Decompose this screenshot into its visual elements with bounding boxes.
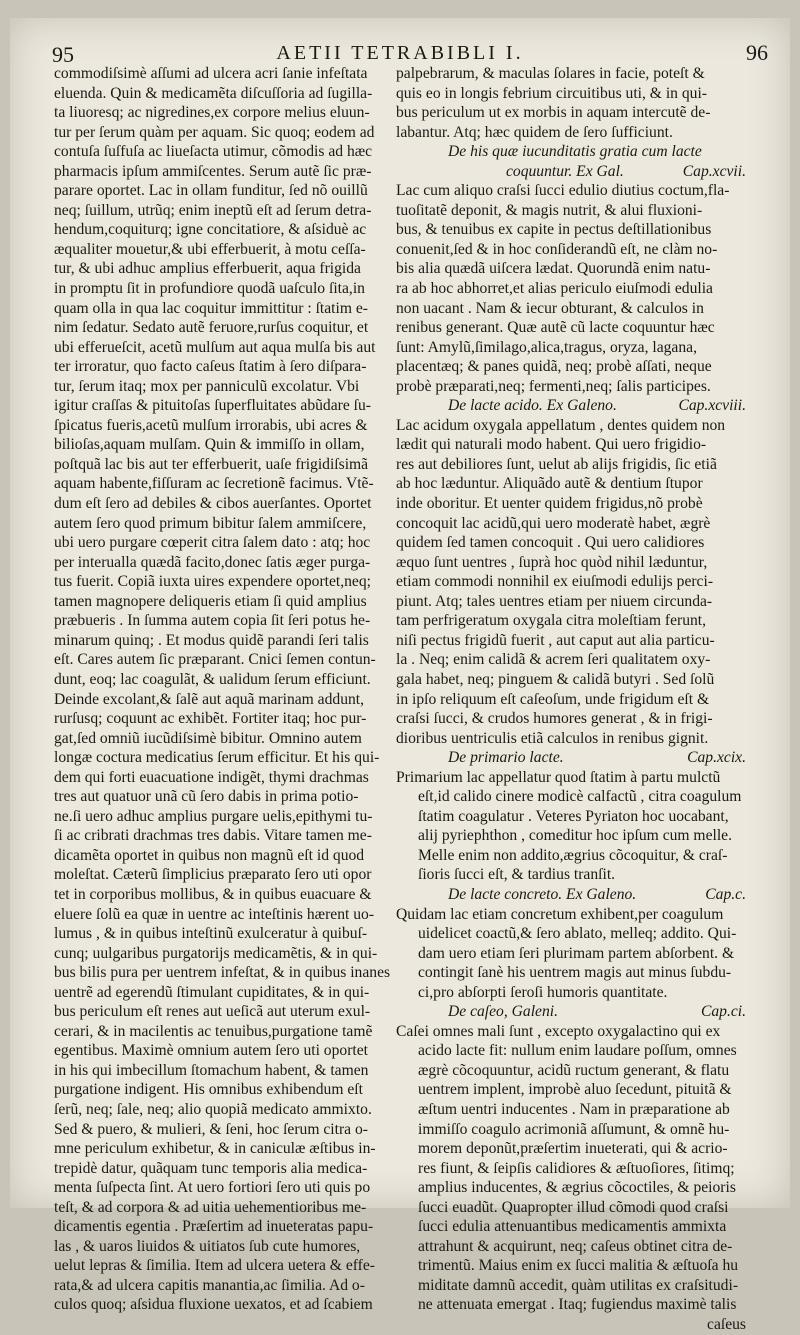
text-line: autem ſero quod primum bibitur ſalem ammiſcere, <box>54 514 367 532</box>
chapter-number: Cap.xcix. <box>687 749 746 767</box>
text-line: uentrẽ ad egerendũ ſtimulant cupiditates, & in qui- <box>54 983 370 1001</box>
text-line: attrahunt & acquirunt, neq; caſeus obtinet citra de- <box>418 1237 733 1255</box>
text-line: quidem ſed tamen concoquit . Qui uero calidiores <box>396 534 705 552</box>
text-line: tur, & ubi adhuc amplius efferbuerit, aqua frigida <box>54 260 361 278</box>
text-line: menta ſuſpecta ſint. At uero fortiori ſero uti quis po <box>54 1179 371 1197</box>
text-line: poſtquã lac bis aut ter efferbuerit, uaſe frigidiſsimã <box>54 455 369 473</box>
text-line: morem deponũt,præſertim inueterati, qui & acrio- <box>418 1140 728 1158</box>
text-line: uidelicet coactũ,& ſero ablato, melleq; addito. Qui- <box>418 925 737 943</box>
text-line: tet in corporibus mollibus, & in quibus euacuare & <box>54 885 372 903</box>
text-line: commodiſsimè aſſumi ad ulcera acri ſanie infeſtata <box>54 65 368 82</box>
text-line: non uacant . Nam & iecur obturant, & calculos in <box>396 299 704 317</box>
text-line: dicamẽta oportet in quibus non magnũ eſt id quod <box>54 846 365 864</box>
text-line: per interualla quædã facito,donec ſatis æger purga- <box>54 553 371 571</box>
text-line: culos quoq; aſsidua fluxione uexatos, et ad ſcabiem <box>54 1296 373 1314</box>
text-line: Primarium lac appellatur quod ſtatim à partu mulctũ <box>396 768 721 786</box>
chapter-title: coquuntur. Ex Gal. <box>506 162 624 180</box>
text-line: ægrè cõcoquuntur, acidũ ructum generant, & flatu <box>418 1061 730 1079</box>
text-line: alij pyriephthon , comeditur hoc ipſum cum melle. <box>418 827 732 845</box>
text-line: mne periculum exhibetur, & in caniculæ æſtibus in- <box>54 1140 376 1158</box>
text-line: ter irroratur, quo facto caſeus ſtatim à ſero diſpara- <box>54 358 367 376</box>
chapter-title: De primario lacte. <box>448 749 564 767</box>
text-line: dioribus uentriculis etiã calculos in renibus gignit. <box>396 729 709 747</box>
text-line: las , & uaros liuidos & uitiatos ſub cute humores, <box>54 1237 361 1255</box>
text-line: uelut lepras & ſimilia. Item ad ulcera uetera & effe- <box>54 1257 375 1275</box>
text-line: in ipſo reliquum eſt caſeoſum, unde frigidum eſt & <box>396 690 710 708</box>
text-line: etiam commodi nonnihil ex eiuſmodi edulijs perci- <box>396 573 714 591</box>
text-line: tur per ſerum quàm per aquam. Sic quoq; eodem ad <box>54 123 375 141</box>
text-line: tuoſitatẽ deponit, & magis nutrit, & alui fluxioni- <box>396 201 703 219</box>
text-line: ne.ſi uero adhuc amplius purgare uelis,epithymi tu- <box>54 807 373 825</box>
text-line: tres aut quatuor unã cũ ſero dabis in prima potio- <box>54 788 359 806</box>
text-line: lumus , & in quibus inteſtinũ exulceratur à quibuſ- <box>54 925 368 943</box>
running-title: AETII TETRABIBLI I. <box>276 42 524 64</box>
text-line: parare oportet. Lac in ollam funditur, ſed nõ ouillũ <box>54 182 368 200</box>
text-line: præbueris . In ſumma autem copia ſit ſeri potus he- <box>54 612 371 630</box>
text-line: cerari, & in macilentis ac tenuibus,purgatione tamẽ <box>54 1022 373 1040</box>
text-line: uentrem implent, improbè aluo ſecedunt, pituitã & <box>418 1081 732 1099</box>
chapter-heading <box>396 142 746 162</box>
text-line: piunt. Atq; tales uentres etiam per niuem circunda- <box>396 592 713 610</box>
text-line: eſt,id calido cinere modicè calfactũ , citra coagulum <box>418 788 742 806</box>
chapter-heading <box>396 1002 746 1022</box>
catchword: caſeus <box>707 1316 746 1333</box>
text-line: contuſa ſuſfuſa ac liueſacta utimur, cõmodis ad hæc <box>54 143 373 161</box>
text-line: quis eo in longis febrium circuitibus uti, & in qui- <box>396 84 707 102</box>
text-line: rata,& ad ulcera capitis manantia,ac ſimilia. Ad o- <box>54 1276 365 1294</box>
text-line: bis alia quædã uiſcera lædat. Quorundã enim natu- <box>396 260 711 278</box>
text-line: Sed & puero, & mulieri, & ſeni, hoc ſerum citra o- <box>54 1120 368 1138</box>
text-line: ſtatim coagulatur . Veteres Pyriaton hoc uocabant, <box>418 807 729 825</box>
text-line: ſerũ, neq; ſale, neq; alio quopiã medicato ammixto. <box>54 1100 372 1118</box>
chapter-number: Cap.c. <box>705 885 746 903</box>
text-line: hendum,coquiturq; igne concitatiore, & aſsiduè ac <box>54 221 367 239</box>
text-line: Caſei omnes mali ſunt , excepto oxygalactino qui ex <box>396 1022 721 1040</box>
text-line: res fiunt, & ſeipſis calidiores & æſtuoſiores, ſitimq; <box>418 1159 735 1177</box>
text-line: amplius inducentes, & ægrius cõcoctiles, & peioris <box>418 1179 736 1197</box>
text-line: dum eſt ſero ad debiles & cibos auerſantes. Oportet <box>54 495 372 513</box>
text-line: Lac cum aliquo craſsi ſucci edulio diutius coctum,fla- <box>396 182 730 200</box>
text-line: inde oboritur. Et uenter quidem frigidus,nõ probè <box>396 495 703 513</box>
text-line: Melle enim non addito,ægrius cõcoquitur, & craſ- <box>418 846 728 864</box>
text-line: ſucci edulia attenuantibus medicamentis ammixta <box>418 1218 727 1236</box>
chapter-title: De lacte acido. Ex Galeno. <box>448 397 617 415</box>
text-line: in promptu ſit in profundiore quodã uaſculo ſita,in <box>54 280 365 298</box>
chapter-heading <box>396 885 746 905</box>
text-line: miditate damnũ accedit, quàm utilitas ex craſsitudi- <box>418 1276 739 1294</box>
text-line: niſi pectus frigidũ fuerit , aut caput aut alia particu- <box>396 631 715 649</box>
text-line: Deinde excolant,& ſalẽ aut aquã marinam addunt, <box>54 690 365 708</box>
page-number-left: 95 <box>52 42 74 67</box>
right-text-column <box>396 64 746 1335</box>
text-line: rurſusq; coquunt ac exhibẽt. Fortiter itaq; hoc pur- <box>54 710 367 728</box>
text-line: cunq; uulgaribus purgatorijs medicamẽtis, & in qui- <box>54 944 378 962</box>
text-line: ne attenuata emergat . Itaq; fugiendus maximè talis <box>418 1296 737 1314</box>
chapter-heading <box>396 396 746 416</box>
text-line: ſunt: Amylũ,ſimilago,alica,tragus, oryza, lagana, <box>396 338 697 356</box>
text-line: tamen magnopere deliqueris etiam ſi quid amplius <box>54 592 367 610</box>
text-line: aquam habente,fiſſuram ac ſecretionẽ facimus. Vtẽ- <box>54 475 374 493</box>
text-line: pharmacis ipſum ammiſcentes. Serum autẽ ſic præ- <box>54 162 372 180</box>
chapter-title: De his quæ iucunditatis gratia cum lacte <box>448 143 702 161</box>
text-line: purgatione indigent. His omnibus exhibendum eſt <box>54 1081 363 1099</box>
chapter-heading <box>396 748 746 768</box>
text-line: ta liuoresq; ac nigredines,ex corpore melius eluun- <box>54 104 370 122</box>
text-line: lædit qui naturali modo habent. Qui uero frigidio- <box>396 436 707 454</box>
left-text-column <box>54 64 404 1315</box>
text-line: labantur. Atq; hæc quidem de ſero ſufficiunt. <box>396 123 673 141</box>
text-line: dam uero etiam ſeri plurimam partem abſorbent. & <box>418 944 735 962</box>
text-line: tam perfrigeratum oxygala citra moleſtiam ferunt, <box>396 612 707 630</box>
text-line: minarum quinq; . Et modus quidẽ parandi ſeri talis <box>54 631 369 649</box>
text-line: ra ab hoc abhorret,et alias periculo eiuſmodi edulia <box>396 280 713 298</box>
text-line: eluere ſolũ ea quæ in uentre ac inteſtinis hærent uo- <box>54 905 375 923</box>
text-line: egentibus. Maximè omnium autem ſero uti oportet <box>54 1042 368 1060</box>
text-line: bus periculum eſt renes aut ueſicã aut uterum exul- <box>54 1003 371 1021</box>
text-line: dicamentis egentia . Præſertim ad inueteratas papu- <box>54 1218 374 1236</box>
chapter-heading <box>396 162 746 182</box>
chapter-number: Cap.ci. <box>700 1003 746 1021</box>
chapter-number: Cap.xcvii. <box>682 162 746 180</box>
text-line: conuenit,ſed & in hoc conſiderandũ eſt, ne clàm no- <box>396 240 718 258</box>
chapter-number: Cap.xcviii. <box>678 397 746 415</box>
text-line: gat,ſed omniũ iucũdiſsimè bibitur. Omnino autem <box>54 729 362 747</box>
text-line: dunt, eoq; lac coagulãt, & ualidum ſerum efficiunt. <box>54 670 371 688</box>
page-number-right: 96 <box>746 40 768 65</box>
text-line: contingit ſanè his uentrem magis aut minus ſubdu- <box>418 964 732 982</box>
text-line: immiſſo coagulo acrimoniã aſſumunt, & omnẽ hu- <box>418 1120 730 1138</box>
text-line: æqualiter mouetur,& ubi efferbuerit, à motu ceſſa- <box>54 240 366 258</box>
text-line: moleſtat. Cæterũ ſimplicius præparato ſero uti opor <box>54 866 372 884</box>
text-line: palpebrarum, & maculas ſolares in facie, poteſt & <box>396 65 705 82</box>
text-line: ſucci euadũt. Quapropter illud cõmodi quod craſsi <box>418 1198 729 1216</box>
text-line: bus bilis pura per uentrem infeſtat, & in quibus inanes <box>54 964 391 982</box>
text-line: ubi uero purgare cœperit citra ſalem dato : atq; hoc <box>54 534 371 552</box>
text-line: ſpicatus fueris,acetũ mulſum irrorabis, ubi acres & <box>54 416 368 434</box>
text-line: gala habet, neq; pinguem & calidã butyri . Sed ſolũ <box>396 670 715 688</box>
text-line: æquo ſunt uentres , ſuprà hoc quòd nihil læduntur, <box>396 553 708 571</box>
text-line: eluenda. Quin & medicamẽta diſcuſſoria ad ſugilla- <box>54 84 373 102</box>
text-line: quam olla in qua lac coquitur immittitur : ſtatim e- <box>54 299 368 317</box>
text-line: tur, ſerum itaq; mox per panniculũ excolatur. Vbi <box>54 377 360 395</box>
text-line: dem qui forti euacuatione indigẽt, thymi drachmas <box>54 768 369 786</box>
text-line: concoquit lac acidũ,qui uero moderatè habet, ægrè <box>396 514 711 532</box>
text-line: longæ coctura medicatius ſerum efficitur. Et his qui- <box>54 749 380 767</box>
text-line: craſsi ſucci, & crudos humores generat , & in frigi- <box>396 710 713 728</box>
text-line: renibus generant. Quæ autẽ cũ lacte coquuntur hæc <box>396 319 715 337</box>
text-line: bus periculum ut ex morbis in aquam intercutẽ de- <box>396 104 711 122</box>
text-line: placentæq; & panes quidã, neq; probè aſſati, neque <box>396 358 712 376</box>
text-line: in his qui imbecillum ſtomachum habent, & tamen <box>54 1061 369 1079</box>
text-line: trimentũ. Maius enim ex ſucci malitia & æſtuoſa hu <box>418 1257 739 1275</box>
chapter-title: De caſeo, Galeni. <box>448 1003 558 1021</box>
text-line: Quidam lac etiam concretum exhibent,per coagulum <box>396 905 724 923</box>
text-line: ab hoc læduntur. Aliquãdo autẽ & dentium ſtupor <box>396 475 703 493</box>
text-line: bus, & tenuibus ex capite in pectus deſtillationibus <box>396 221 712 239</box>
text-line: trepidè datur, quãquam tunc temporis alia medica- <box>54 1159 368 1177</box>
text-line: probè præparati,neq; fermenti,neq; ſalis participes. <box>396 377 711 395</box>
text-line: igitur craſſas & pituitoſas ſuperfluitates abũdare ſu- <box>54 397 371 415</box>
text-line: teſt, & ad corpora & ad uitia uehementioribus me- <box>54 1198 367 1216</box>
text-line: ſioris ſucci eſt, & tardius tranſit. <box>418 866 616 884</box>
text-line: bilioſas,aquam mulſam. Quin & immiſſo in ollam, <box>54 436 365 454</box>
text-line: eſt. Cares autem ſic præparant. Cnici ſemen contun- <box>54 651 376 669</box>
book-page <box>10 18 790 1333</box>
text-line: ci,pro abſorpti ſeroſi humoris quantitate. <box>418 983 668 1001</box>
text-line: tus fuerit. Copiã iuxta uires expendere oportet,neq; <box>54 573 371 591</box>
text-line: nim ſedatur. Sedato autẽ feruore,rurſus coquitur, et <box>54 319 369 337</box>
text-line: res aut debiliores ſunt, uelut ab alijs frigidis, ſic etiã <box>396 455 717 473</box>
text-line: la . Neq; enim calidã & acrem ſeri qualitatem oxy- <box>396 651 711 669</box>
text-line: æſtum uentri inducentes . Nam in præparatione ab <box>418 1100 730 1118</box>
text-line: acido lacte fit: nullum enim laudare poſſum, omnes <box>418 1042 737 1060</box>
text-line: Lac acidum oxygala appellatum , dentes quidem non <box>396 416 726 434</box>
text-line: ſi ac cribrati drachmas tres dabis. Vitare tamen me- <box>54 827 372 845</box>
chapter-title: De lacte concreto. Ex Galeno. <box>448 885 637 903</box>
text-line: ubi efferueſcit, acetũ mulſum aut aqua mulſa bis aut <box>54 338 376 356</box>
text-line: neq; ſuillum, utrũq; enim ineptũ eſt ad ſerum detra- <box>54 201 372 219</box>
